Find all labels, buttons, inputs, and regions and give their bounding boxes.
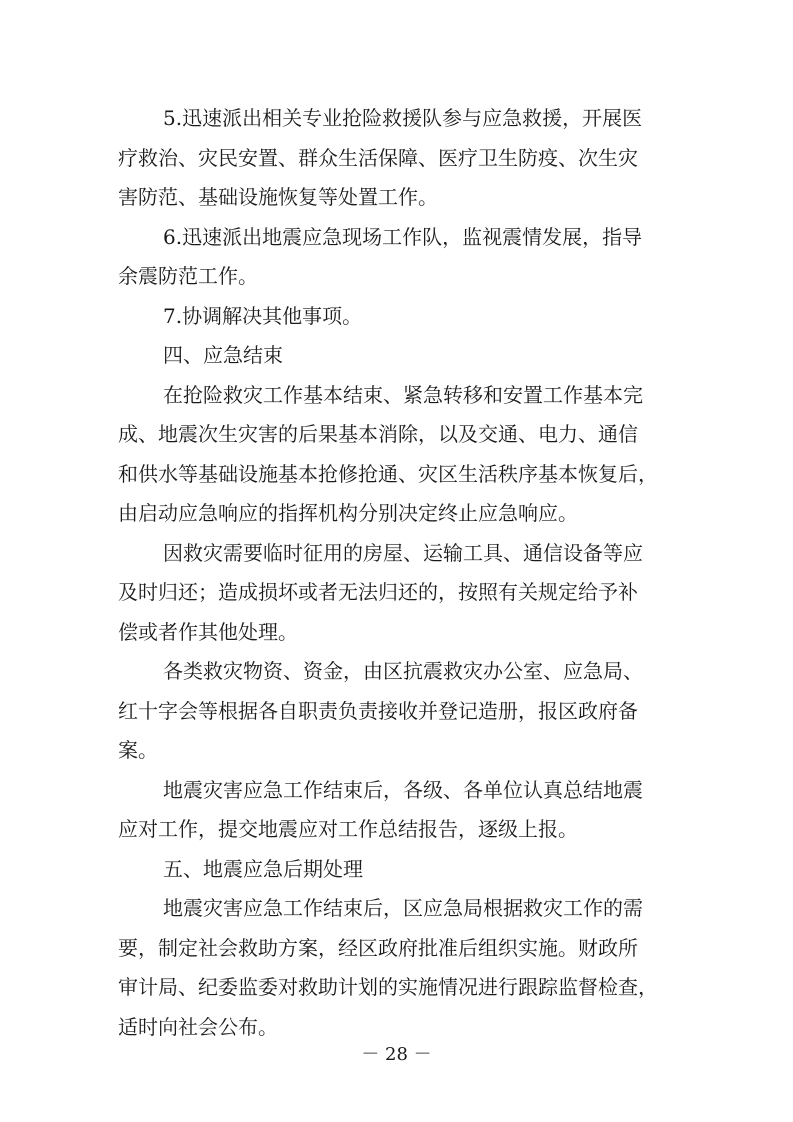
paragraph-line: 案。 xyxy=(118,738,158,762)
paragraph-line: 5.迅速派出相关专业抢险救援队参与应急救援，开展医 xyxy=(163,106,643,130)
paragraph-line: 因救灾需要临时征用的房屋、运输工具、通信设备等应 xyxy=(163,541,643,565)
page-number: － 28 － xyxy=(361,1044,432,1065)
paragraph-line: 地震灾害应急工作结束后，区应急局根据救灾工作的需 xyxy=(163,896,643,920)
paragraph-line: 审计局、纪委监委对救助计划的实施情况进行跟踪监督检查， xyxy=(118,975,658,999)
paragraph-line: 余震防范工作。 xyxy=(118,264,258,288)
paragraph-line: 和供水等基础设施基本抢修抢通、灾区生活秩序基本恢复后， xyxy=(118,462,658,486)
section-heading: 五、地震应急后期处理 xyxy=(163,857,363,881)
paragraph-line: 由启动应急响应的指挥机构分别决定终止应急响应。 xyxy=(118,501,578,525)
paragraph-line: 7.协调解决其他事项。 xyxy=(163,304,363,328)
paragraph-line: 害防范、基础设施恢复等处置工作。 xyxy=(118,185,438,209)
paragraph-line: 地震灾害应急工作结束后，各级、各单位认真总结地震 xyxy=(163,778,643,802)
section-heading: 四、应急结束 xyxy=(163,343,283,367)
paragraph-line: 疗救治、灾民安置、群众生活保障、医疗卫生防疫、次生灾 xyxy=(118,146,638,170)
paragraph-line: 各类救灾物资、资金，由区抗震救灾办公室、应急局、 xyxy=(163,659,643,683)
paragraph-line: 6.迅速派出地震应急现场工作队，监视震情发展，指导 xyxy=(163,225,643,249)
paragraph-line: 及时归还；造成损坏或者无法归还的，按照有关规定给予补 xyxy=(118,580,638,604)
paragraph-line: 要，制定社会救助方案，经区政府批准后组织实施。财政所 xyxy=(118,936,638,960)
paragraph-line: 应对工作，提交地震应对工作总结报告，逐级上报。 xyxy=(118,817,578,841)
paragraph-line: 在抢险救灾工作基本结束、紧急转移和安置工作基本完 xyxy=(163,383,643,407)
paragraph-line: 成、地震次生灾害的后果基本消除，以及交通、电力、通信 xyxy=(118,422,638,446)
paragraph-line: 红十字会等根据各自职责负责接收并登记造册，报区政府备 xyxy=(118,699,638,723)
paragraph-line: 偿或者作其他处理。 xyxy=(118,620,298,644)
paragraph-line: 适时向社会公布。 xyxy=(118,1015,278,1039)
